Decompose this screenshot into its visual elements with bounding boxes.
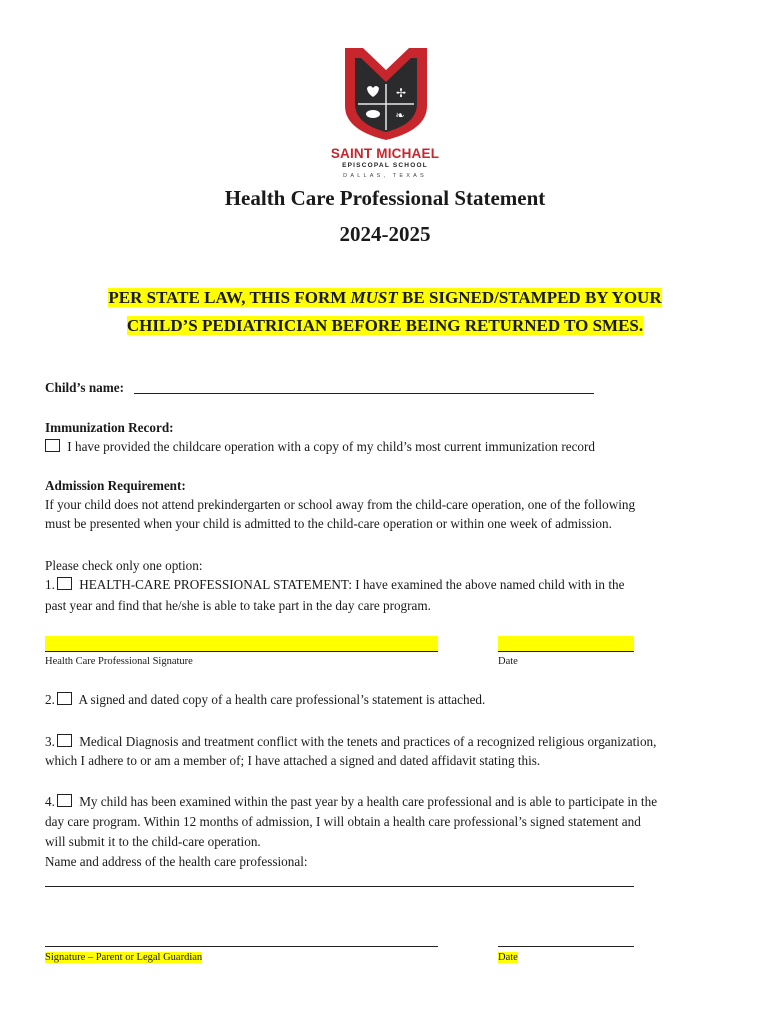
school-city: DALLAS, TEXAS	[343, 173, 427, 179]
admission-line2: must be presented when your child is admitted to the child-care operation or within one week of admission.	[45, 516, 612, 531]
hcp-signature-label: Health Care Professional Signature	[45, 656, 193, 667]
option2-checkbox[interactable]	[57, 692, 72, 705]
school-subtitle: EPISCOPAL SCHOOL	[342, 162, 428, 169]
option3-checkbox[interactable]	[57, 734, 72, 747]
school-name: SAINT MICHAEL	[330, 146, 440, 161]
option2-row	[45, 690, 485, 709]
warning-part1: PER STATE LAW, THIS FORM	[108, 288, 351, 307]
option1-line1: HEALTH-CARE PROFESSIONAL STATEMENT: I have examined the above named child with in the	[79, 577, 625, 592]
svg-text:✢: ✢	[395, 86, 407, 100]
option3-line2: which I adhere to or am a member of; I have attached a signed and dated affidavit stating this.	[45, 753, 541, 768]
guardian-date-label	[498, 952, 518, 963]
guardian-date-label-text: Date	[498, 952, 518, 963]
hcp-name-address-field[interactable]	[45, 886, 634, 887]
guardian-date-field[interactable]	[498, 946, 634, 947]
warning-line2: CHILD’S PEDIATRICIAN BEFORE BEING RETURNED TO SMES.	[126, 316, 644, 335]
warning-part2: BE SIGNED/STAMPED BY YOUR	[397, 288, 662, 307]
admission-heading: Admission Requirement:	[45, 478, 186, 493]
option4-row	[45, 792, 657, 811]
options-intro: Please check only one option:	[45, 558, 203, 573]
admission-line1: If your child does not attend prekindergarten or school away from the child-care operation, one of the following	[45, 497, 636, 512]
option4-checkbox[interactable]	[57, 794, 72, 807]
guardian-signature-label-text: Signature – Parent or Legal Guardian	[45, 952, 203, 963]
page-title: Health Care Professional Statement	[224, 186, 546, 210]
child-name-label: Child’s name:	[45, 380, 125, 395]
hcp-date-line	[498, 651, 634, 652]
option1-line2: past year and find that he/she is able to take part in the day care program.	[45, 598, 431, 613]
hcp-signature-field[interactable]	[45, 636, 438, 651]
state-law-warning	[40, 284, 730, 340]
child-name-field[interactable]	[134, 393, 594, 394]
immunization-row	[43, 437, 595, 456]
immunization-heading: Immunization Record:	[45, 420, 174, 435]
immunization-label: I have provided the childcare operation with a copy of my child’s most current immunization record	[67, 439, 595, 454]
option3-line1: Medical Diagnosis and treatment conflict with the tenets and practices of a recognized religious organization,	[79, 734, 657, 749]
school-crest-logo	[343, 44, 429, 144]
school-year: 2024-2025	[339, 222, 431, 246]
immunization-checkbox[interactable]	[45, 439, 60, 452]
option3-number: 3.	[45, 734, 55, 749]
guardian-signature-field[interactable]	[45, 946, 438, 947]
guardian-signature-label	[45, 952, 202, 963]
option4-number: 4.	[45, 794, 55, 809]
svg-text:❧: ❧	[395, 110, 405, 122]
warning-emphasis: MUST	[350, 288, 398, 307]
hcp-date-field[interactable]	[498, 636, 634, 651]
option1-number: 1.	[45, 577, 55, 592]
option4-line1: My child has been examined within the past year by a health care professional and is able to participate in the	[79, 794, 658, 809]
option4-line4: Name and address of the health care professional:	[45, 854, 308, 869]
option2-text: A signed and dated copy of a health care professional’s statement is attached.	[78, 692, 486, 707]
option3-row	[45, 732, 656, 751]
option4-line2: day care program. Within 12 months of admission, I will obtain a health care professional’s signed statement and	[45, 814, 641, 829]
hcp-date-label: Date	[498, 656, 518, 667]
hcp-signature-line	[45, 651, 438, 652]
option2-number: 2.	[45, 692, 55, 707]
option4-line3: will submit it to the child-care operation.	[45, 834, 261, 849]
option1-row	[45, 575, 624, 594]
option1-checkbox[interactable]	[57, 577, 72, 590]
